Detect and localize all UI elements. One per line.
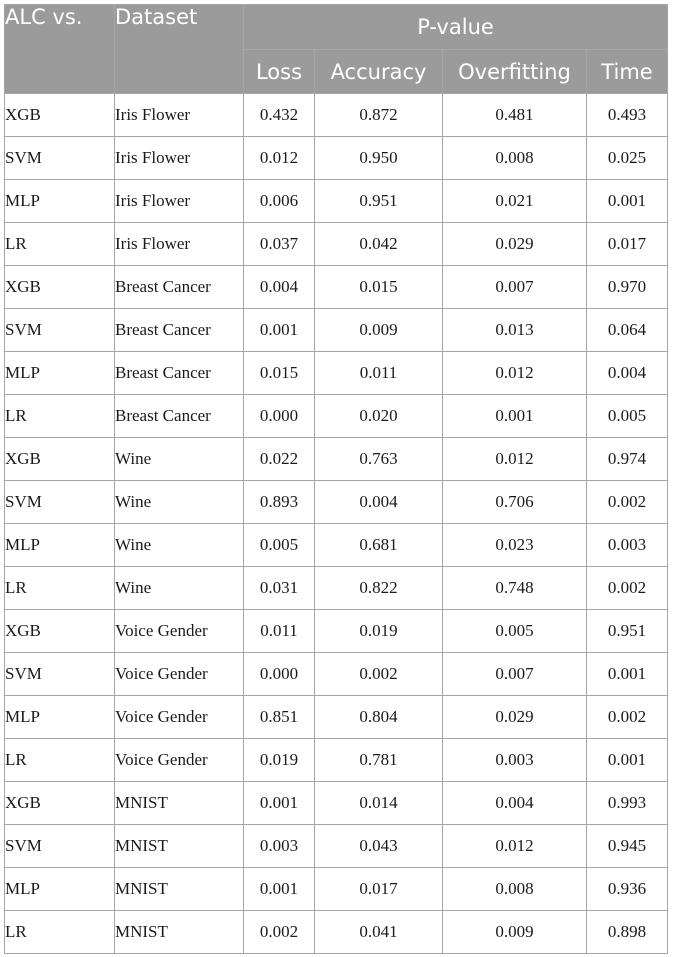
cell-model: XGB [5, 782, 115, 825]
cell-model: LR [5, 223, 115, 266]
cell-accuracy: 0.020 [315, 395, 443, 438]
cell-loss: 0.000 [244, 395, 315, 438]
cell-model: MLP [5, 352, 115, 395]
cell-accuracy: 0.015 [315, 266, 443, 309]
cell-model: SVM [5, 481, 115, 524]
cell-time: 0.025 [587, 137, 668, 180]
cell-dataset: Voice Gender [115, 653, 244, 696]
table-row [5, 696, 668, 739]
cell-model: LR [5, 739, 115, 782]
cell-model: MLP [5, 868, 115, 911]
cell-dataset: Voice Gender [115, 739, 244, 782]
cell-accuracy: 0.041 [315, 911, 443, 954]
cell-dataset: Breast Cancer [115, 309, 244, 352]
table-row [5, 653, 668, 696]
cell-model: SVM [5, 825, 115, 868]
cell-accuracy: 0.011 [315, 352, 443, 395]
cell-model: XGB [5, 266, 115, 309]
cell-model: MLP [5, 696, 115, 739]
cell-overfitting: 0.021 [443, 180, 587, 223]
cell-loss: 0.019 [244, 739, 315, 782]
cell-dataset: Voice Gender [115, 696, 244, 739]
cell-overfitting: 0.012 [443, 438, 587, 481]
cell-loss: 0.004 [244, 266, 315, 309]
cell-accuracy: 0.872 [315, 94, 443, 137]
cell-time: 0.017 [587, 223, 668, 266]
cell-overfitting: 0.005 [443, 610, 587, 653]
cell-time: 0.001 [587, 180, 668, 223]
table-header [5, 5, 668, 94]
header-overfitting: Overfitting [443, 50, 587, 94]
header-loss: Loss [244, 50, 315, 94]
cell-dataset: Iris Flower [115, 180, 244, 223]
table-row [5, 868, 668, 911]
cell-dataset: Wine [115, 524, 244, 567]
cell-time: 0.993 [587, 782, 668, 825]
cell-overfitting: 0.029 [443, 223, 587, 266]
cell-dataset: Iris Flower [115, 94, 244, 137]
header-dataset: Dataset [115, 5, 244, 94]
cell-loss: 0.003 [244, 825, 315, 868]
table-row [5, 782, 668, 825]
cell-loss: 0.015 [244, 352, 315, 395]
cell-time: 0.001 [587, 739, 668, 782]
cell-accuracy: 0.950 [315, 137, 443, 180]
cell-accuracy: 0.822 [315, 567, 443, 610]
table-row [5, 266, 668, 309]
table-row [5, 223, 668, 266]
cell-time: 0.064 [587, 309, 668, 352]
cell-accuracy: 0.042 [315, 223, 443, 266]
cell-model: MLP [5, 524, 115, 567]
cell-model: SVM [5, 137, 115, 180]
cell-overfitting: 0.012 [443, 352, 587, 395]
cell-model: XGB [5, 94, 115, 137]
cell-dataset: Wine [115, 438, 244, 481]
table-row [5, 94, 668, 137]
cell-model: MLP [5, 180, 115, 223]
cell-loss: 0.005 [244, 524, 315, 567]
table-row [5, 739, 668, 782]
cell-overfitting: 0.009 [443, 911, 587, 954]
table-body [5, 94, 668, 954]
table-row [5, 438, 668, 481]
cell-loss: 0.002 [244, 911, 315, 954]
cell-accuracy: 0.009 [315, 309, 443, 352]
cell-dataset: MNIST [115, 825, 244, 868]
cell-accuracy: 0.681 [315, 524, 443, 567]
cell-dataset: Voice Gender [115, 610, 244, 653]
cell-overfitting: 0.004 [443, 782, 587, 825]
cell-dataset: Iris Flower [115, 137, 244, 180]
cell-model: XGB [5, 610, 115, 653]
cell-time: 0.493 [587, 94, 668, 137]
pvalue-table [4, 4, 668, 954]
table-row [5, 524, 668, 567]
cell-accuracy: 0.004 [315, 481, 443, 524]
cell-accuracy: 0.781 [315, 739, 443, 782]
cell-overfitting: 0.001 [443, 395, 587, 438]
table-row [5, 911, 668, 954]
cell-time: 0.005 [587, 395, 668, 438]
cell-overfitting: 0.481 [443, 94, 587, 137]
cell-time: 0.974 [587, 438, 668, 481]
cell-accuracy: 0.763 [315, 438, 443, 481]
table-row [5, 825, 668, 868]
cell-time: 0.002 [587, 481, 668, 524]
cell-time: 0.003 [587, 524, 668, 567]
table-row [5, 610, 668, 653]
cell-dataset: Wine [115, 481, 244, 524]
cell-overfitting: 0.007 [443, 653, 587, 696]
cell-accuracy: 0.019 [315, 610, 443, 653]
cell-time: 0.001 [587, 653, 668, 696]
table-row [5, 567, 668, 610]
cell-dataset: Breast Cancer [115, 352, 244, 395]
cell-model: LR [5, 395, 115, 438]
cell-accuracy: 0.017 [315, 868, 443, 911]
cell-dataset: Iris Flower [115, 223, 244, 266]
cell-loss: 0.006 [244, 180, 315, 223]
cell-overfitting: 0.029 [443, 696, 587, 739]
cell-overfitting: 0.013 [443, 309, 587, 352]
cell-time: 0.002 [587, 567, 668, 610]
header-time: Time [587, 50, 668, 94]
cell-loss: 0.012 [244, 137, 315, 180]
cell-accuracy: 0.804 [315, 696, 443, 739]
cell-accuracy: 0.014 [315, 782, 443, 825]
cell-loss: 0.001 [244, 782, 315, 825]
cell-dataset: Breast Cancer [115, 395, 244, 438]
header-alc: ALC vs. [5, 5, 115, 94]
cell-accuracy: 0.002 [315, 653, 443, 696]
table-row [5, 352, 668, 395]
cell-time: 0.936 [587, 868, 668, 911]
cell-loss: 0.000 [244, 653, 315, 696]
cell-overfitting: 0.007 [443, 266, 587, 309]
cell-model: XGB [5, 438, 115, 481]
cell-loss: 0.001 [244, 309, 315, 352]
table-row [5, 137, 668, 180]
cell-overfitting: 0.012 [443, 825, 587, 868]
table-row [5, 309, 668, 352]
cell-dataset: MNIST [115, 911, 244, 954]
cell-loss: 0.031 [244, 567, 315, 610]
cell-dataset: MNIST [115, 868, 244, 911]
cell-loss: 0.001 [244, 868, 315, 911]
table-row [5, 395, 668, 438]
cell-overfitting: 0.008 [443, 137, 587, 180]
cell-model: LR [5, 567, 115, 610]
cell-overfitting: 0.008 [443, 868, 587, 911]
cell-time: 0.945 [587, 825, 668, 868]
cell-loss: 0.432 [244, 94, 315, 137]
cell-dataset: Breast Cancer [115, 266, 244, 309]
cell-overfitting: 0.023 [443, 524, 587, 567]
cell-dataset: Wine [115, 567, 244, 610]
table-row [5, 180, 668, 223]
cell-accuracy: 0.951 [315, 180, 443, 223]
cell-loss: 0.011 [244, 610, 315, 653]
header-accuracy: Accuracy [315, 50, 443, 94]
cell-time: 0.002 [587, 696, 668, 739]
cell-overfitting: 0.706 [443, 481, 587, 524]
cell-time: 0.004 [587, 352, 668, 395]
cell-overfitting: 0.748 [443, 567, 587, 610]
cell-model: LR [5, 911, 115, 954]
cell-model: SVM [5, 653, 115, 696]
cell-time: 0.898 [587, 911, 668, 954]
cell-time: 0.970 [587, 266, 668, 309]
cell-model: SVM [5, 309, 115, 352]
cell-loss: 0.037 [244, 223, 315, 266]
header-pvalue: P-value [244, 5, 668, 50]
cell-dataset: MNIST [115, 782, 244, 825]
cell-loss: 0.851 [244, 696, 315, 739]
table-row [5, 481, 668, 524]
cell-time: 0.951 [587, 610, 668, 653]
cell-loss: 0.022 [244, 438, 315, 481]
cell-loss: 0.893 [244, 481, 315, 524]
cell-accuracy: 0.043 [315, 825, 443, 868]
cell-overfitting: 0.003 [443, 739, 587, 782]
